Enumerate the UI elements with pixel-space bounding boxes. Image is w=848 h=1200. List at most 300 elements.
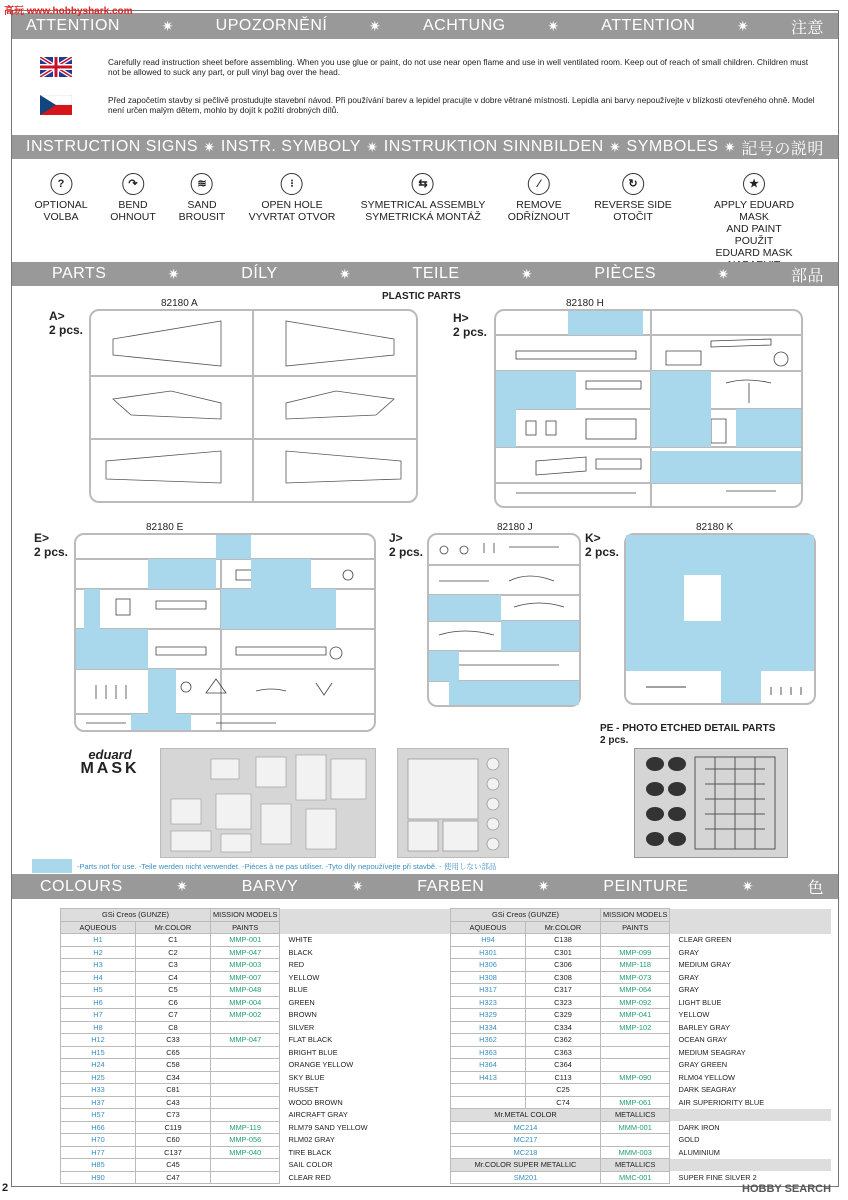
sign-symmetrical bbox=[361, 173, 486, 223]
header-mrcolor: Mr.COLOR bbox=[136, 921, 211, 934]
aqueous-code: H90 bbox=[61, 1171, 136, 1184]
sign-label: OPTIONAL bbox=[34, 199, 88, 211]
aqueous-code: H7 bbox=[61, 1009, 136, 1022]
mrcolor-code: C45 bbox=[136, 1159, 211, 1172]
mrcolor-code: C362 bbox=[526, 1034, 601, 1047]
sign-label: POUŽIT EDUARD MASK bbox=[715, 235, 793, 259]
mission-code: MMP-047 bbox=[211, 946, 280, 959]
sign-label: OHNOUT bbox=[110, 211, 156, 223]
sign-label: SAND bbox=[187, 199, 217, 211]
sign-label: VOLBA bbox=[43, 211, 79, 223]
colour-name: BROWN bbox=[288, 1010, 317, 1020]
mask-sheet-drawing bbox=[161, 749, 375, 857]
header-blank bbox=[670, 909, 831, 922]
band-item: INSTRUKTION SINNBILDEN bbox=[383, 138, 604, 155]
unused-part-area bbox=[736, 409, 801, 447]
mrcolor-code: C306 bbox=[526, 959, 601, 972]
table-row bbox=[61, 1096, 471, 1109]
colour-name: GRAY bbox=[678, 947, 699, 957]
sign-reverse bbox=[594, 173, 672, 223]
colour-name: SKY BLUE bbox=[288, 1072, 325, 1082]
aqueous-code: H15 bbox=[61, 1046, 136, 1059]
header-mission: MISSION MODELS bbox=[601, 909, 670, 922]
header-gsi: GSi Creos (GUNZE) bbox=[451, 909, 601, 922]
table-row bbox=[451, 1146, 831, 1159]
mrcolor-code: C119 bbox=[136, 1121, 211, 1134]
czech-flag-icon bbox=[40, 95, 72, 115]
pe-pcs: 2 pcs. bbox=[600, 735, 629, 746]
mrcolor-code: C317 bbox=[526, 984, 601, 997]
aqueous-code: H329 bbox=[451, 1009, 526, 1022]
sign-open-hole bbox=[249, 173, 336, 223]
table-row bbox=[451, 1059, 831, 1072]
colour-name: DARK IRON bbox=[678, 1122, 720, 1132]
logo-line: eduard bbox=[88, 747, 132, 762]
table-row bbox=[61, 984, 471, 997]
not-for-use-note: -Parts not for use. -Teile werden nicht verwendet. -Pièces à ne pas utiliser. -Tyto díly nepoužívejte při stavbě. - 使用しない部品 bbox=[77, 862, 497, 871]
colour-name: WOOD BROWN bbox=[288, 1097, 343, 1107]
header-blank bbox=[280, 921, 471, 934]
aqueous-code: H94 bbox=[451, 934, 526, 947]
remove-icon: ⁄ bbox=[528, 173, 550, 195]
mission-code bbox=[211, 1021, 280, 1034]
sign-label: REMOVE bbox=[516, 199, 562, 211]
mrcolor-code: C34 bbox=[136, 1071, 211, 1084]
mission-code: MMP-041 bbox=[601, 1009, 670, 1022]
watermark-bottom: HOBBY SEARCH bbox=[742, 1183, 832, 1195]
unused-part-area bbox=[626, 575, 684, 621]
mission-code bbox=[211, 1046, 280, 1059]
metallics-code: MMC-001 bbox=[601, 1171, 670, 1184]
aqueous-code: H3 bbox=[61, 959, 136, 972]
mrcolor-code: C73 bbox=[136, 1109, 211, 1122]
aqueous-code: H37 bbox=[61, 1096, 136, 1109]
aqueous-code: H334 bbox=[451, 1021, 526, 1034]
unused-part-area bbox=[496, 409, 516, 447]
mission-code bbox=[211, 1059, 280, 1072]
colour-name: BRIGHT BLUE bbox=[288, 1047, 338, 1057]
mission-code bbox=[601, 1034, 670, 1047]
sprue-a-drawing bbox=[91, 311, 416, 501]
mission-code: MMP-002 bbox=[211, 1009, 280, 1022]
aqueous-code bbox=[451, 1096, 526, 1109]
aqueous-code: H8 bbox=[61, 1021, 136, 1034]
logo-line: MASK bbox=[80, 760, 140, 777]
mrcolor-code: C58 bbox=[136, 1059, 211, 1072]
super-metal-rows bbox=[451, 1171, 831, 1184]
colour-name: GRAY GREEN bbox=[678, 1060, 728, 1070]
table-row bbox=[61, 946, 471, 959]
mrcolor-code: C33 bbox=[136, 1034, 211, 1047]
unused-part-area bbox=[148, 669, 176, 714]
colour-name: GRAY bbox=[678, 985, 699, 995]
mission-code bbox=[211, 1171, 280, 1184]
band-item: PIÈCES bbox=[594, 265, 657, 282]
sprue-pcs: 2 pcs. bbox=[34, 545, 69, 559]
header-paints: PAINTS bbox=[211, 921, 280, 934]
sprue-letter: K> bbox=[585, 531, 601, 545]
aqueous-code: H363 bbox=[451, 1046, 526, 1059]
table-row bbox=[451, 1134, 831, 1147]
table-row bbox=[451, 1096, 831, 1109]
aqueous-code: H77 bbox=[61, 1146, 136, 1159]
table-row bbox=[451, 959, 831, 972]
metal-rows bbox=[451, 1121, 831, 1159]
mission-code: MMP-118 bbox=[601, 959, 670, 972]
signs-band: INSTRUCTION SIGNS ✷ INSTR. SYMBOLY ✷ INSTRUKTION SINNBILDEN ✷ SYMBOLES ✷ 記号の説明 bbox=[12, 135, 838, 159]
header-metallics: METALLICS bbox=[601, 1109, 670, 1122]
open-hole-icon: ⁝ bbox=[281, 173, 303, 195]
band-item: 色 bbox=[807, 880, 824, 897]
colours-table-right bbox=[450, 908, 831, 1184]
aqueous-code: H323 bbox=[451, 996, 526, 1009]
mrcolor-code: C1 bbox=[136, 934, 211, 947]
table-row bbox=[451, 984, 831, 997]
not-for-use-swatch bbox=[32, 859, 72, 873]
colour-name: RUSSET bbox=[288, 1085, 319, 1095]
table-row bbox=[61, 1134, 471, 1147]
sign-label: BROUSIT bbox=[178, 211, 226, 223]
mrcolor-code: C4 bbox=[136, 971, 211, 984]
mrcolor-code: C363 bbox=[526, 1046, 601, 1059]
mission-code: MMP-007 bbox=[211, 971, 280, 984]
reverse-icon: ↻ bbox=[622, 173, 644, 195]
mission-code: MMP-004 bbox=[211, 996, 280, 1009]
plastic-parts-title: PLASTIC PARTS bbox=[382, 291, 461, 302]
table-row bbox=[451, 1171, 831, 1184]
aqueous-code: H25 bbox=[61, 1071, 136, 1084]
table-row bbox=[451, 1121, 831, 1134]
band-item: UPOZORNĚNÍ bbox=[215, 17, 328, 34]
sprue-code: 82180 K bbox=[696, 522, 734, 533]
colour-name: FLAT BLACK bbox=[288, 1035, 333, 1045]
mrcolor-code: C81 bbox=[136, 1084, 211, 1097]
metal-code: MC214 bbox=[451, 1121, 601, 1134]
table-row bbox=[61, 1171, 471, 1184]
eduard-mask-logo bbox=[60, 748, 160, 776]
aqueous-code: H66 bbox=[61, 1121, 136, 1134]
mission-code bbox=[211, 1109, 280, 1122]
sprue-pcs: 2 pcs. bbox=[585, 545, 620, 559]
aqueous-code: H362 bbox=[451, 1034, 526, 1047]
unused-part-area bbox=[221, 589, 336, 629]
header-blank bbox=[670, 1159, 831, 1172]
aqueous-code: H57 bbox=[61, 1109, 136, 1122]
mission-code: MMP-048 bbox=[211, 984, 280, 997]
mission-code: MMP-073 bbox=[601, 971, 670, 984]
unused-part-area bbox=[568, 311, 643, 335]
colour-name: AIRCRAFT GRAY bbox=[288, 1110, 348, 1120]
header-gsi: GSi Creos (GUNZE) bbox=[61, 909, 211, 922]
sprue-a-label bbox=[49, 309, 83, 337]
aqueous-code: H1 bbox=[61, 934, 136, 947]
sign-label: ODŘÍZNOUT bbox=[507, 211, 571, 223]
header-blank bbox=[670, 921, 831, 934]
unused-part-area bbox=[626, 535, 814, 575]
aqueous-code bbox=[451, 1084, 526, 1097]
unused-part-area bbox=[148, 559, 216, 589]
sprue-e-label bbox=[34, 531, 68, 559]
mrcolor-code: C74 bbox=[526, 1096, 601, 1109]
header-metallics: METALLICS bbox=[601, 1159, 670, 1172]
sprue-h-label bbox=[453, 311, 487, 339]
colour-name: MEDIUM SEAGRAY bbox=[678, 1047, 746, 1057]
sign-label: SYMETRICAL ASSEMBLY bbox=[360, 199, 486, 211]
question-icon: ? bbox=[50, 173, 72, 195]
metallics-code bbox=[601, 1134, 670, 1147]
colour-name: CLEAR GREEN bbox=[678, 935, 732, 945]
header-aqueous: AQUEOUS bbox=[61, 921, 136, 934]
colours-band: COLOURS ✷ BARVY ✷ FARBEN ✷ PEINTURE ✷ 色 bbox=[12, 874, 838, 899]
mrcolor-code: C137 bbox=[136, 1146, 211, 1159]
colours-left-rows bbox=[61, 934, 471, 1184]
colour-name: DARK SEAGRAY bbox=[678, 1085, 737, 1095]
band-item: FARBEN bbox=[417, 877, 485, 895]
table-row bbox=[451, 1009, 831, 1022]
sand-icon: ≋ bbox=[191, 173, 213, 195]
sign-remove bbox=[508, 173, 570, 223]
colour-name: RLM04 YELLOW bbox=[678, 1072, 736, 1082]
sprue-e bbox=[74, 522, 376, 732]
mission-code bbox=[211, 1096, 280, 1109]
sign-label: APPLY EDUARD MASK bbox=[713, 199, 795, 223]
unused-part-area bbox=[251, 559, 311, 589]
sign-sand bbox=[179, 173, 226, 223]
band-item: DÍLY bbox=[241, 265, 278, 282]
colour-name: CLEAR RED bbox=[288, 1172, 331, 1182]
metal-code: MC217 bbox=[451, 1134, 601, 1147]
mission-code bbox=[601, 1059, 670, 1072]
header-super-metallic: Mr.COLOR SUPER METALLIC bbox=[451, 1159, 601, 1172]
band-item: INSTRUCTION SIGNS bbox=[26, 138, 199, 155]
metallics-code: MMM-001 bbox=[601, 1121, 670, 1134]
sign-mask bbox=[712, 173, 796, 271]
bend-icon: ↷ bbox=[122, 173, 144, 195]
sprue-code: 82180 H bbox=[566, 298, 604, 309]
mission-code bbox=[601, 934, 670, 947]
aqueous-code: H317 bbox=[451, 984, 526, 997]
mrcolor-code: C308 bbox=[526, 971, 601, 984]
table-row bbox=[61, 1071, 471, 1084]
unused-part-area bbox=[429, 595, 501, 621]
mask-sheet bbox=[160, 748, 376, 858]
colour-name: BARLEY GRAY bbox=[678, 1022, 730, 1032]
header-mrcolor: Mr.COLOR bbox=[526, 921, 601, 934]
colour-name: SILVER bbox=[288, 1022, 315, 1032]
band-item: BARVY bbox=[241, 877, 299, 895]
band-item: 注意 bbox=[790, 19, 824, 37]
unused-part-area bbox=[651, 451, 801, 483]
warning-en-row bbox=[12, 57, 838, 77]
colour-name: GREEN bbox=[288, 997, 315, 1007]
colour-name: WHITE bbox=[288, 935, 313, 945]
band-item: 記号の説明 bbox=[741, 140, 824, 158]
mrcolor-code: C334 bbox=[526, 1021, 601, 1034]
colour-name: GRAY bbox=[678, 972, 699, 982]
table-row bbox=[61, 996, 471, 1009]
aqueous-code: H24 bbox=[61, 1059, 136, 1072]
colour-name: YELLOW bbox=[288, 972, 320, 982]
unused-part-area bbox=[501, 621, 579, 651]
mission-code: MMP-099 bbox=[601, 946, 670, 959]
pe-title bbox=[600, 723, 775, 747]
colour-name: TIRE BLACK bbox=[288, 1147, 332, 1157]
colour-name: MEDIUM GRAY bbox=[678, 960, 731, 970]
header-aqueous: AQUEOUS bbox=[451, 921, 526, 934]
unused-part-area bbox=[131, 714, 191, 730]
aqueous-code: H413 bbox=[451, 1071, 526, 1084]
symmetrical-icon: ⇆ bbox=[412, 173, 434, 195]
warning-en: Carefully read instruction sheet before assembling. When you use glue or paint, do not use near open flame and use in well ventilated room. Keep out of reach of small children. Children must not be allowed to suck any part, or pull vinyl bag over the head. bbox=[108, 57, 809, 77]
table-row bbox=[451, 1046, 831, 1059]
sign-label: AND PAINT bbox=[726, 223, 782, 235]
table-row bbox=[61, 1021, 471, 1034]
table-row bbox=[451, 971, 831, 984]
mask-sheet-small bbox=[397, 748, 509, 858]
colour-name: BLUE bbox=[288, 985, 308, 995]
pe-fret bbox=[634, 748, 788, 858]
table-row bbox=[451, 934, 831, 947]
colour-name: RED bbox=[288, 960, 305, 970]
table-row bbox=[451, 1034, 831, 1047]
header-mission: MISSION MODELS bbox=[211, 909, 280, 922]
aqueous-code: H2 bbox=[61, 946, 136, 959]
unused-part-area bbox=[449, 681, 579, 705]
mrcolor-code: C60 bbox=[136, 1134, 211, 1147]
unused-part-area bbox=[626, 621, 814, 671]
aqueous-code: H6 bbox=[61, 996, 136, 1009]
header-blank bbox=[280, 909, 471, 922]
colour-name: SUPER FINE SILVER 2 bbox=[678, 1172, 757, 1182]
aqueous-code: H301 bbox=[451, 946, 526, 959]
sprue-code: 82180 J bbox=[497, 522, 533, 533]
colour-name: YELLOW bbox=[678, 1010, 710, 1020]
mission-code bbox=[211, 1159, 280, 1172]
aqueous-code: H85 bbox=[61, 1159, 136, 1172]
sign-label: REVERSE SIDE bbox=[594, 199, 672, 211]
mrcolor-code: C364 bbox=[526, 1059, 601, 1072]
table-row bbox=[61, 934, 471, 947]
mission-code: MMP-003 bbox=[211, 959, 280, 972]
aqueous-code: H33 bbox=[61, 1084, 136, 1097]
colour-name: BLACK bbox=[288, 947, 313, 957]
metallics-code: MMM-003 bbox=[601, 1146, 670, 1159]
sprue-code: 82180 E bbox=[146, 522, 184, 533]
mrcolor-code: C5 bbox=[136, 984, 211, 997]
table-row bbox=[451, 1071, 831, 1084]
table-row bbox=[61, 1159, 471, 1172]
table-row bbox=[61, 959, 471, 972]
page-number: 2 bbox=[2, 1182, 9, 1194]
colour-name: ORANGE YELLOW bbox=[288, 1060, 354, 1070]
sign-label: SYMETRICKÁ MONTÁŽ bbox=[365, 211, 481, 223]
metal-code: MC218 bbox=[451, 1146, 601, 1159]
table-row bbox=[451, 1021, 831, 1034]
aqueous-code: H308 bbox=[451, 971, 526, 984]
band-item: COLOURS bbox=[40, 877, 123, 895]
colour-name: ALUMINIUM bbox=[678, 1147, 720, 1157]
table-row bbox=[61, 1109, 471, 1122]
header-blank bbox=[670, 1109, 831, 1122]
sign-label: VYVRTAT OTVOR bbox=[248, 211, 336, 223]
table-row bbox=[451, 946, 831, 959]
sprue-k-label bbox=[585, 531, 619, 559]
mrcolor-code: C138 bbox=[526, 934, 601, 947]
sprue-h bbox=[494, 298, 803, 508]
band-item: PARTS bbox=[52, 265, 107, 282]
sign-optional bbox=[34, 173, 87, 223]
mission-code bbox=[601, 1084, 670, 1097]
sprue-letter: H> bbox=[453, 311, 469, 325]
sign-label: BEND bbox=[118, 199, 148, 211]
sprue-j bbox=[427, 522, 581, 707]
watermark-top: 高玩 www.hobbyshark.com bbox=[4, 6, 133, 17]
unused-part-area bbox=[721, 671, 761, 703]
colour-name: RLM02 GRAY bbox=[288, 1135, 335, 1145]
unused-part-area bbox=[84, 589, 100, 629]
sprue-letter: A> bbox=[49, 309, 65, 323]
band-item: ACHTUNG bbox=[423, 17, 506, 34]
mrcolor-code: C7 bbox=[136, 1009, 211, 1022]
table-row bbox=[61, 1121, 471, 1134]
sprue-j-label bbox=[389, 531, 423, 559]
unused-part-area bbox=[721, 575, 814, 621]
mission-code bbox=[211, 1084, 280, 1097]
sign-bend bbox=[110, 173, 156, 223]
band-item: 部品 bbox=[790, 267, 824, 285]
sprue-pcs: 2 pcs. bbox=[49, 323, 84, 337]
mrcolor-code: C113 bbox=[526, 1071, 601, 1084]
aqueous-code: H5 bbox=[61, 984, 136, 997]
mrcolor-code: C3 bbox=[136, 959, 211, 972]
mrcolor-code: C47 bbox=[136, 1171, 211, 1184]
instruction-page bbox=[11, 10, 839, 1187]
parts-band: PARTS ✷ DÍLY ✷ TEILE ✷ PIÈCES ✷ 部品 bbox=[12, 262, 838, 286]
aqueous-code: H306 bbox=[451, 959, 526, 972]
sign-label: OTOČIT bbox=[613, 211, 653, 223]
colour-name: GOLD bbox=[678, 1135, 700, 1145]
colour-name: AIR SUPERIORITY BLUE bbox=[678, 1097, 765, 1107]
mrcolor-code: C25 bbox=[526, 1084, 601, 1097]
mask-sheet-small-drawing bbox=[398, 749, 508, 857]
header-metal: Mr.METAL COLOR bbox=[451, 1109, 601, 1122]
aqueous-code: H70 bbox=[61, 1134, 136, 1147]
metal-code: SM201 bbox=[451, 1171, 601, 1184]
table-row bbox=[61, 971, 471, 984]
table-row bbox=[61, 1034, 471, 1047]
pe-fret-drawing bbox=[635, 749, 787, 857]
colour-name: SAIL COLOR bbox=[288, 1160, 333, 1170]
pe-title-text: PE - PHOTO ETCHED DETAIL PARTS bbox=[600, 723, 776, 734]
mission-code bbox=[211, 1071, 280, 1084]
colour-name: LIGHT BLUE bbox=[678, 997, 722, 1007]
mrcolor-code: C6 bbox=[136, 996, 211, 1009]
colours-right-rows bbox=[451, 934, 831, 1109]
aqueous-code: H4 bbox=[61, 971, 136, 984]
mrcolor-code: C323 bbox=[526, 996, 601, 1009]
sprue-code: 82180 A bbox=[161, 298, 198, 309]
sprue-pcs: 2 pcs. bbox=[453, 325, 488, 339]
mission-code: MMP-092 bbox=[601, 996, 670, 1009]
table-row bbox=[451, 1084, 831, 1097]
mission-code: MMP-090 bbox=[601, 1071, 670, 1084]
band-item: SYMBOLES bbox=[626, 138, 719, 155]
mrcolor-code: C329 bbox=[526, 1009, 601, 1022]
table-row bbox=[61, 1009, 471, 1022]
uk-flag-icon bbox=[40, 57, 72, 77]
mission-code: MMP-047 bbox=[211, 1034, 280, 1047]
table-row bbox=[61, 1059, 471, 1072]
